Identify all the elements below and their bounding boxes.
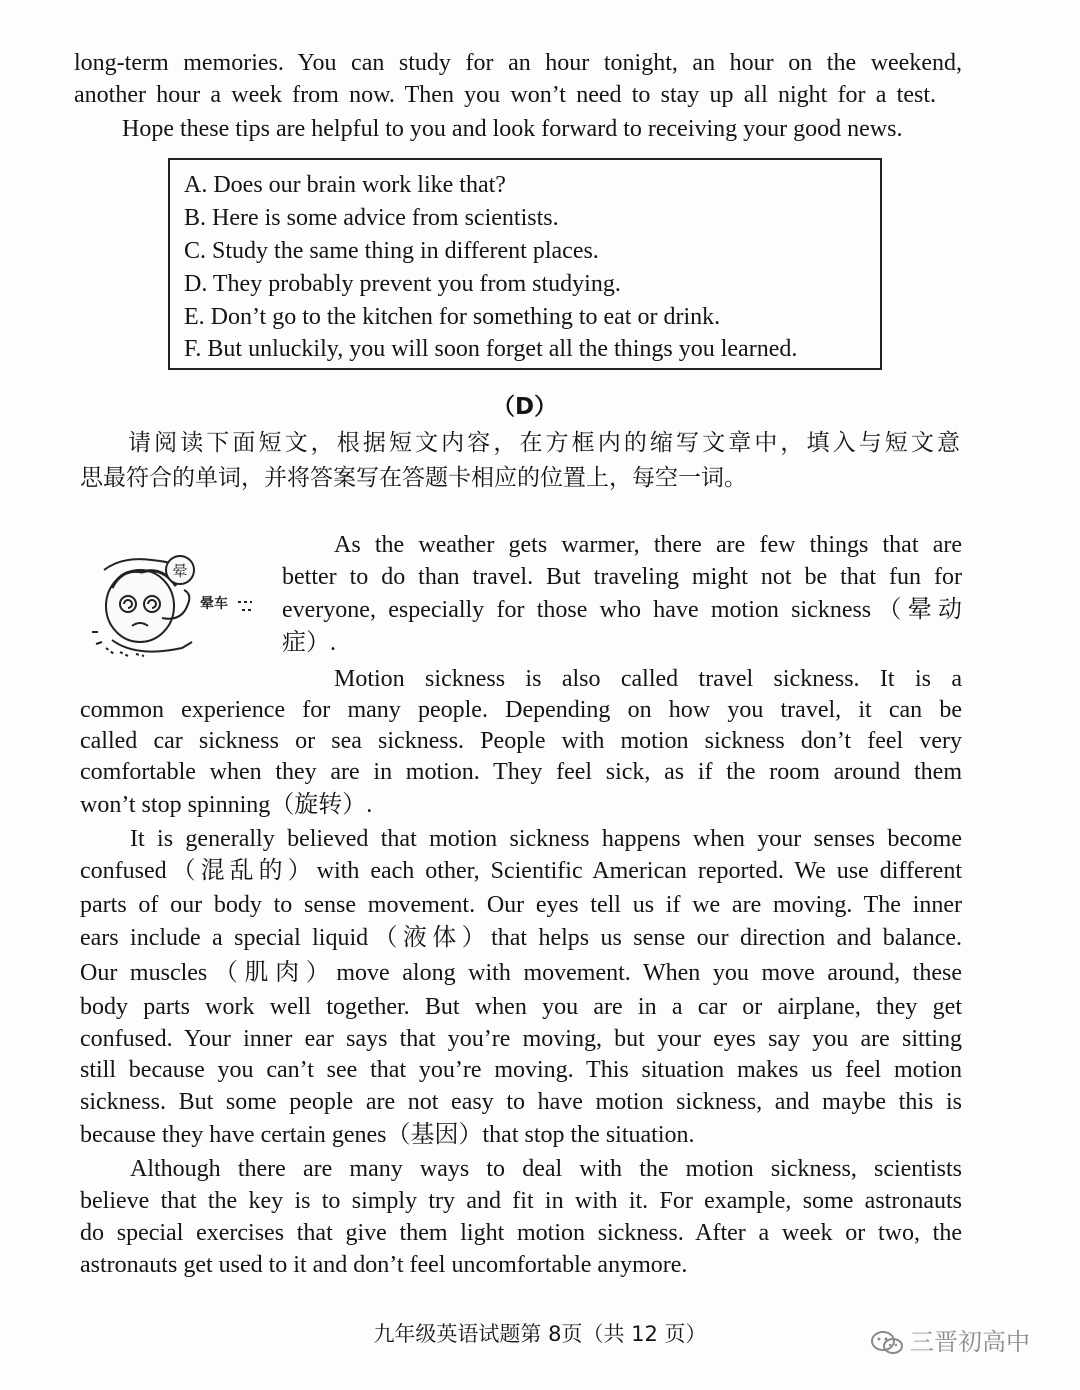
p3-line-5: Our muscles（肌肉）move along with movement. When you move around, these [80,960,962,986]
p4-line-3: do special exercises that give them light motion sickness. After a week or two, the [80,1220,962,1246]
p3-line-8: still because you can’t see that you’re moving. This situation makes us feel motion [80,1057,962,1083]
p4-line-4: astronauts get used to it and don’t feel uncomfortable anymore. [80,1252,688,1278]
cartoon-badge-text: 晕 [172,562,188,580]
option-b: B. Here is some advice from scientists. [184,205,559,231]
p2-line-5: won’t stop spinning（旋转）. [80,792,373,818]
watermark-text: 三晋初高中 [910,1328,1030,1356]
option-a: A. Does our brain work like that? [184,172,506,198]
motion-sickness-cartoon [92,548,272,660]
option-e: E. Don’t go to the kitchen for something to eat or drink. [184,304,721,330]
p3-line-6: body parts work well together. But when you are in a car or airplane, they get [80,994,962,1020]
watermark [870,1322,1030,1357]
p1-line-1: As the weather gets warmer, there are few things that are [334,532,962,558]
p2-line-2: common experience for many people. Depending on how you travel, it can be [80,697,962,723]
p2-line-3: called car sickness or sea sickness. People with motion sickness don’t feel very [80,728,962,754]
p1-line-4: 症）. [282,630,336,656]
top-line-1: long-term memories. You can study for an hour tonight, an hour on the weekend, [74,50,962,76]
wechat-icon [870,1330,904,1356]
p1-line-2: better to do than travel. But traveling might not be that fun for [282,564,962,590]
options-box [168,158,882,370]
page-footer: 九年级英语试题第 8页（共 12 页） [373,1322,707,1346]
p4-line-1: Although there are many ways to deal with the motion sickness, scientists [130,1156,962,1182]
cartoon-label: 晕车 [200,596,228,612]
p4-line-2: believe that the key is to simply try and fit in with it. For example, some astronauts [80,1188,962,1214]
p3-line-7: confused. Your inner ear says that you’re moving, but your eyes say you are sitting [80,1026,962,1052]
p3-line-10: because they have certain genes（基因）that stop the situation. [80,1122,695,1148]
p1-line-3: everyone, especially for those who have motion sickness（晕动 [282,597,962,623]
option-f: F. But unluckily, you will soon forget all the things you learned. [184,336,798,362]
top-line-2: another hour a week from now. Then you won’t need to stay up all night for a test. [74,82,936,108]
option-c: C. Study the same thing in different places. [184,238,599,264]
p3-line-3: parts of our body to sense movement. Our eyes tell us if we are moving. The inner [80,892,962,918]
instruction-line-1: 请阅读下面短文，根据短文内容，在方框内的缩写文章中，填入与短文意 [128,430,960,456]
p3-line-4: ears include a special liquid（液体）that helps us sense our direction and balance. [80,925,962,951]
p3-line-2: confused（混乱的）with each other, Scientific American reported. We use different [80,858,962,884]
instruction-line-2: 思最符合的单词，并将答案写在答题卡相应的位置上，每空一词。 [80,465,747,491]
p3-line-1: It is generally believed that motion sickness happens when your senses become [130,826,962,852]
p2-line-1: Motion sickness is also called travel sickness. It is a [334,666,962,692]
p3-line-9: sickness. But some people are not easy to have motion sickness, and maybe this is [80,1089,962,1115]
section-title: （D） [492,394,558,420]
option-d: D. They probably prevent you from studying. [184,271,621,297]
p2-line-4: comfortable when they are in motion. They feel sick, as if the room around them [80,759,962,785]
closing-line: Hope these tips are helpful to you and look forward to receiving your good news. [122,116,903,142]
